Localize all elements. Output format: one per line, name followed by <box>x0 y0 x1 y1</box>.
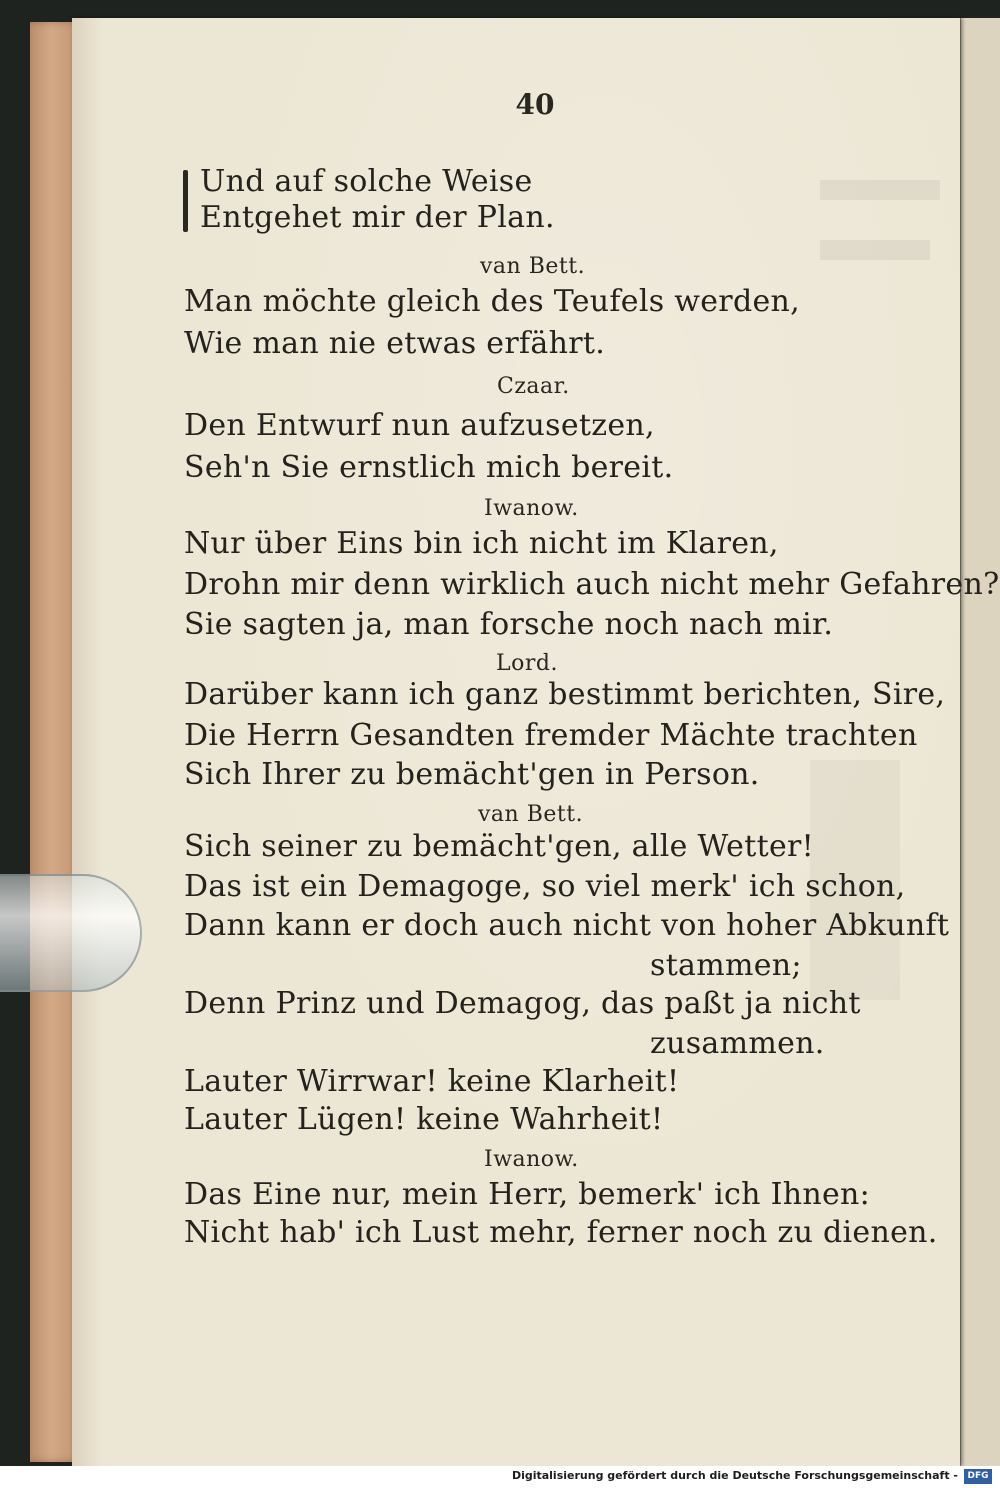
facing-page-edge <box>960 18 1000 1466</box>
verse-line-continuation: zusammen. <box>650 1026 825 1061</box>
verse-line: Lauter Lügen! keine Wahrheit! <box>184 1102 664 1137</box>
verse-line-continuation: stammen; <box>650 948 802 983</box>
verse-line: Sie sagten ja, man forsche noch nach mir. <box>184 607 834 642</box>
brace-mark <box>183 170 188 232</box>
verse-line: Nur über Eins bin ich nicht im Klaren, <box>184 526 779 561</box>
funding-credit: Digitalisierung gefördert durch die Deutsche Forschungsgemeinschaft - <box>511 1469 958 1482</box>
verse-line: Darüber kann ich ganz bestimmt berichten, Sire, <box>184 677 946 712</box>
verse-line: Seh'n Sie ernstlich mich bereit. <box>184 450 674 485</box>
page-holder-clip <box>0 874 142 992</box>
speaker-label: Iwanow. <box>484 1147 579 1172</box>
verse-line: Den Entwurf nun aufzusetzen, <box>184 408 655 443</box>
page-number: 40 <box>515 88 555 121</box>
dfg-logo: DFG <box>964 1469 992 1484</box>
verse-line: Nicht hab' ich Lust mehr, ferner noch zu dienen. <box>184 1215 938 1250</box>
verse-line: Dann kann er doch auch nicht von hoher Abkunft <box>184 908 950 943</box>
verse-line: Entgehet mir der Plan. <box>200 200 555 235</box>
verse-line: Und auf solche Weise <box>200 164 533 199</box>
speaker-label: Iwanow. <box>484 496 579 521</box>
verse-line: Lauter Wirrwar! keine Klarheit! <box>184 1064 680 1099</box>
verse-line: Sich seiner zu bemächt'gen, alle Wetter! <box>184 829 815 864</box>
speaker-label: van Bett. <box>480 254 586 279</box>
digitization-footer <box>0 1466 1000 1488</box>
verse-line: Die Herrn Gesandten fremder Mächte trachten <box>184 718 918 753</box>
bleed-through-mark <box>820 240 930 260</box>
verse-line: Das Eine nur, mein Herr, bemerk' ich Ihnen: <box>184 1177 871 1212</box>
verse-line: Sich Ihrer zu bemächt'gen in Person. <box>184 757 760 792</box>
verse-line: Wie man nie etwas erfährt. <box>184 326 606 361</box>
bleed-through-mark <box>820 180 940 200</box>
speaker-label: van Bett. <box>478 802 584 827</box>
verse-line: Das ist ein Demagoge, so viel merk' ich schon, <box>184 869 906 904</box>
speaker-label: Czaar. <box>497 374 570 399</box>
speaker-label: Lord. <box>496 651 558 676</box>
verse-line: Man möchte gleich des Teufels werden, <box>184 284 800 319</box>
verse-line: Denn Prinz und Demagog, das paßt ja nicht <box>184 986 861 1021</box>
verse-line: Drohn mir denn wirklich auch nicht mehr Gefahren? <box>184 567 1000 602</box>
